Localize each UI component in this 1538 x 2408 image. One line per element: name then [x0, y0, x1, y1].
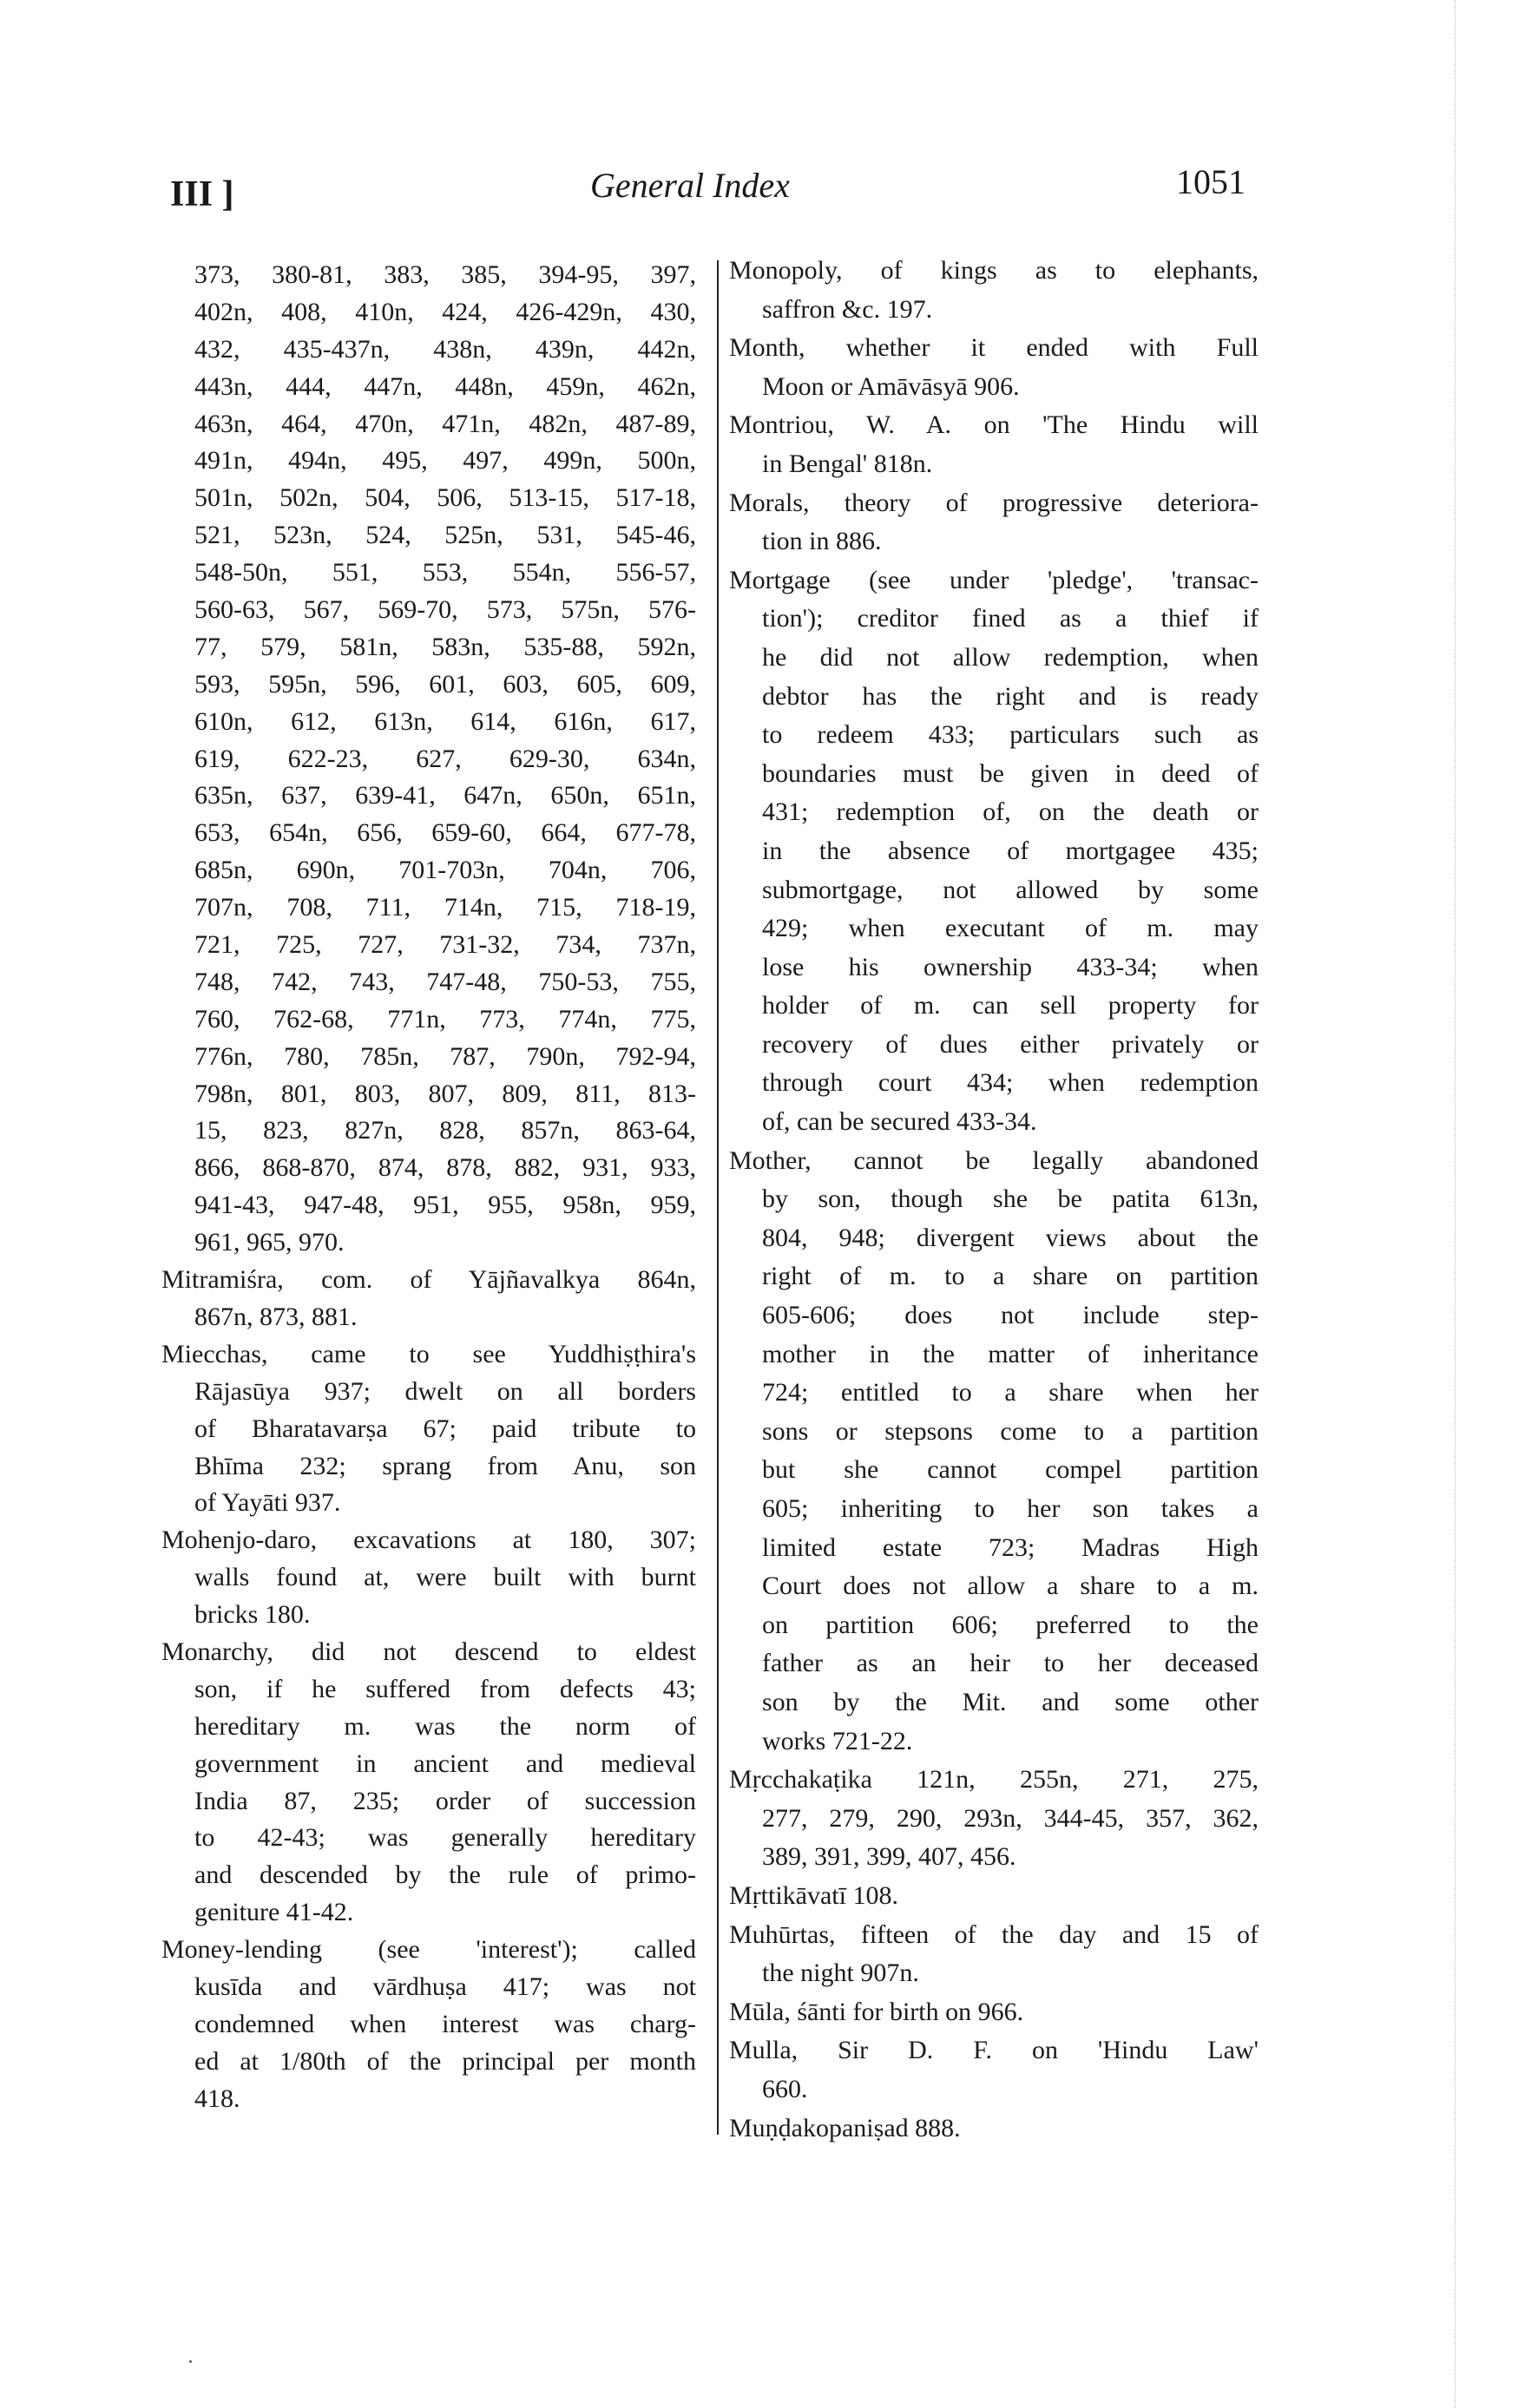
index-entry	[161, 1634, 696, 1932]
entry-line: 521, 523n, 524, 525n, 531, 545-46,	[194, 521, 696, 550]
entry-heading-line: Mohenjo-daro, excavations at 180, 307;	[161, 1526, 696, 1555]
entry-line: 15, 823, 827n, 828, 857n, 863-64,	[194, 1116, 696, 1145]
section-label: III ]	[170, 174, 234, 214]
entry-line: 941-43, 947-48, 951, 955, 958n, 959,	[194, 1191, 696, 1220]
index-entry-continued	[161, 257, 696, 1262]
entry-line: 804, 948; divergent views about the	[762, 1223, 1259, 1252]
entry-line: 389, 391, 399, 407, 456.	[762, 1842, 1016, 1872]
index-entry	[729, 1142, 1259, 1762]
entry-line: walls found at, were built with burnt	[194, 1563, 696, 1592]
entry-line: boundaries must be given in deed of	[762, 758, 1259, 788]
entry-line: 560-63, 567, 569-70, 573, 575n, 576-	[194, 595, 696, 625]
entry-line: 402n, 408, 410n, 424, 426-429n, 430,	[194, 297, 696, 326]
entry-line: son by the Mit. and some other	[762, 1687, 1259, 1716]
index-entry	[729, 1916, 1259, 1993]
entry-line: 610n, 612, 613n, 614, 616n, 617,	[194, 706, 696, 736]
entry-heading-line: Miecchas, came to see Yuddhiṣṭhira's	[161, 1339, 696, 1368]
entry-line: bricks 180.	[194, 1600, 311, 1630]
entry-line: but she cannot compel partition	[762, 1455, 1259, 1485]
index-entry	[729, 1877, 1259, 1916]
index-entry	[161, 1336, 696, 1522]
entry-line: to redeem 433; particulars such as	[762, 720, 1259, 750]
entry-line: in Bengal' 818n.	[762, 449, 933, 478]
entry-heading-line: Month, whether it ended with Full	[729, 333, 1259, 363]
entry-line: 373, 380-81, 383, 385, 394-95, 397,	[194, 260, 696, 289]
entry-line: India 87, 235; order of succession	[194, 1786, 696, 1815]
entry-line: son, if he suffered from defects 43;	[194, 1674, 696, 1703]
entry-line: condemned when interest was charg-	[194, 2009, 696, 2038]
entry-line: 605; inheriting to her son takes a	[762, 1494, 1259, 1523]
entry-line: 432, 435-437n, 438n, 439n, 442n,	[194, 334, 696, 364]
entry-heading-line: Mūla, śānti for birth on 966.	[729, 1997, 1024, 2026]
entry-line: on partition 606; preferred to the	[762, 1610, 1259, 1639]
entry-line: 418.	[194, 2083, 240, 2113]
entry-line: 443n, 444, 447n, 448n, 459n, 462n,	[194, 371, 696, 401]
column-divider	[717, 260, 719, 2135]
entry-line: tion in 886.	[762, 527, 882, 556]
entry-line: 776n, 780, 785n, 787, 790n, 792-94,	[194, 1041, 696, 1071]
entry-line: 961, 965, 970.	[194, 1228, 345, 1257]
entry-line: ed at 1/80th of the principal per month	[194, 2046, 696, 2076]
entry-line: to 42-43; was generally hereditary	[194, 1823, 696, 1853]
entry-line: submortgage, not allowed by some	[762, 875, 1259, 904]
index-entry	[729, 329, 1259, 406]
entry-line: geniture 41-42.	[194, 1898, 354, 1927]
entry-line: 798n, 801, 803, 807, 809, 811, 813-	[194, 1079, 696, 1108]
entry-heading-line: Monopoly, of kings as to elephants,	[729, 256, 1259, 285]
entry-line: of, can be secured 433-34.	[762, 1107, 1037, 1137]
entry-line: 619, 622-23, 627, 629-30, 634n,	[194, 744, 696, 773]
entry-line: kusīda and vārdhuṣa 417; was not	[194, 1972, 696, 2001]
entry-line: works 721-22.	[762, 1726, 913, 1755]
entry-line: saffron &c. 197.	[762, 294, 933, 324]
entry-line: of Bharatavarṣa 67; paid tribute to	[194, 1414, 696, 1443]
entry-line: he did not allow redemption, when	[762, 642, 1259, 672]
entry-heading-line: Mṛttikāvatī 108.	[729, 1880, 898, 1910]
entry-line: Moon or Amāvāsyā 906.	[762, 371, 1020, 401]
entry-line: the night 907n.	[762, 1959, 919, 1988]
entry-line: through court 434; when redemption	[762, 1068, 1259, 1098]
entry-line: 707n, 708, 711, 714n, 715, 718-19,	[194, 893, 696, 922]
index-entry	[161, 1932, 696, 2117]
entry-line: government in ancient and medieval	[194, 1749, 696, 1778]
entry-line: 548-50n, 551, 553, 554n, 556-57,	[194, 558, 696, 587]
entry-line: right of m. to a share on partition	[762, 1262, 1259, 1291]
entry-heading-line: Montriou, W. A. on 'The Hindu will	[729, 410, 1259, 440]
entry-line: 685n, 690n, 701-703n, 704n, 706,	[194, 856, 696, 885]
index-entry	[161, 1522, 696, 1634]
entry-line: 866, 868-870, 874, 878, 882, 931, 933,	[194, 1153, 696, 1183]
entry-line: hereditary m. was the norm of	[194, 1711, 696, 1741]
index-column-left	[161, 257, 696, 2118]
entry-line: Court does not allow a share to a m.	[762, 1571, 1259, 1601]
entry-line: lose his ownership 433-34; when	[762, 952, 1259, 981]
entry-line: 463n, 464, 470n, 471n, 482n, 487-89,	[194, 409, 696, 438]
index-entry	[729, 2031, 1259, 2109]
entry-line: recovery of dues either privately or	[762, 1029, 1259, 1059]
entry-line: limited estate 723; Madras High	[762, 1532, 1259, 1562]
entry-line: 635n, 637, 639-41, 647n, 650n, 651n,	[194, 781, 696, 810]
index-entry	[729, 1993, 1259, 2032]
entry-line: and descended by the rule of primo-	[194, 1860, 696, 1890]
entry-heading-line: Mitramiśra, com. of Yājñavalkya 864n,	[161, 1265, 696, 1295]
scan-speck	[189, 2360, 192, 2363]
entry-line: 277, 279, 290, 293n, 344-45, 357, 362,	[762, 1803, 1259, 1833]
entry-line: 748, 742, 743, 747-48, 750-53, 755,	[194, 967, 696, 996]
entry-line: 605-606; does not include step-	[762, 1301, 1259, 1330]
entry-heading-line: Muhūrtas, fifteen of the day and 15 of	[729, 1919, 1259, 1949]
entry-heading-line: Mother, cannot be legally abandoned	[729, 1145, 1259, 1175]
entry-line: 760, 762-68, 771n, 773, 774n, 775,	[194, 1004, 696, 1033]
entry-line: 501n, 502n, 504, 506, 513-15, 517-18,	[194, 483, 696, 513]
index-entry	[161, 1262, 696, 1336]
page-number: 1051	[1176, 162, 1246, 201]
entry-line: tion'); creditor fined as a thief if	[762, 604, 1259, 633]
index-entry	[729, 2109, 1259, 2149]
entry-line: 653, 654n, 656, 659-60, 664, 677-78,	[194, 818, 696, 848]
entry-line: holder of m. can sell property for	[762, 991, 1259, 1020]
entry-line: by son, though she be patita 613n,	[762, 1184, 1259, 1214]
entry-heading-line: Mortgage (see under 'pledge', 'transac-	[729, 565, 1259, 594]
entry-line: 593, 595n, 596, 601, 603, 605, 609,	[194, 669, 696, 699]
entry-line: 431; redemption of, on the death or	[762, 797, 1259, 827]
entry-line: in the absence of mortgagee 435;	[762, 836, 1259, 865]
index-entry	[729, 406, 1259, 483]
index-column-right	[729, 252, 1259, 2148]
entry-heading-line: Muṇḍakopaniṣad 888.	[729, 2113, 961, 2142]
entry-line: father as an heir to her deceased	[762, 1649, 1259, 1678]
entry-line: 660.	[762, 2074, 808, 2103]
index-entry	[729, 484, 1259, 561]
page-edge-line	[1455, 0, 1456, 2408]
index-entry	[729, 252, 1259, 329]
entry-line: mother in the matter of inheritance	[762, 1339, 1259, 1368]
entry-line: 429; when executant of m. may	[762, 914, 1259, 943]
index-entry	[729, 561, 1259, 1142]
entry-line: 867n, 873, 881.	[194, 1302, 358, 1331]
entry-line: 721, 725, 727, 731-32, 734, 737n,	[194, 930, 696, 960]
entry-line: of Yayāti 937.	[194, 1488, 341, 1518]
entry-line: Bhīma 232; sprang from Anu, son	[194, 1451, 696, 1480]
entry-heading-line: Morals, theory of progressive deteriora-	[729, 488, 1259, 517]
entry-line: sons or stepsons come to a partition	[762, 1416, 1259, 1446]
running-title: General Index	[590, 166, 790, 205]
entry-heading-line: Mulla, Sir D. F. on 'Hindu Law'	[729, 2036, 1259, 2065]
entry-heading-line: Money-lending (see 'interest'); called	[161, 1935, 696, 1965]
entry-line: 77, 579, 581n, 583n, 535-88, 592n,	[194, 632, 696, 661]
entry-line: 724; entitled to a share when her	[762, 1378, 1259, 1407]
entry-heading-line: Mṛcchakaṭika 121n, 255n, 271, 275,	[729, 1765, 1259, 1795]
entry-line: 491n, 494n, 495, 497, 499n, 500n,	[194, 446, 696, 476]
entry-heading-line: Monarchy, did not descend to eldest	[161, 1637, 696, 1666]
entry-line: Rājasūya 937; dwelt on all borders	[194, 1376, 696, 1406]
index-entry	[729, 1761, 1259, 1877]
entry-line: debtor has the right and is ready	[762, 681, 1259, 711]
